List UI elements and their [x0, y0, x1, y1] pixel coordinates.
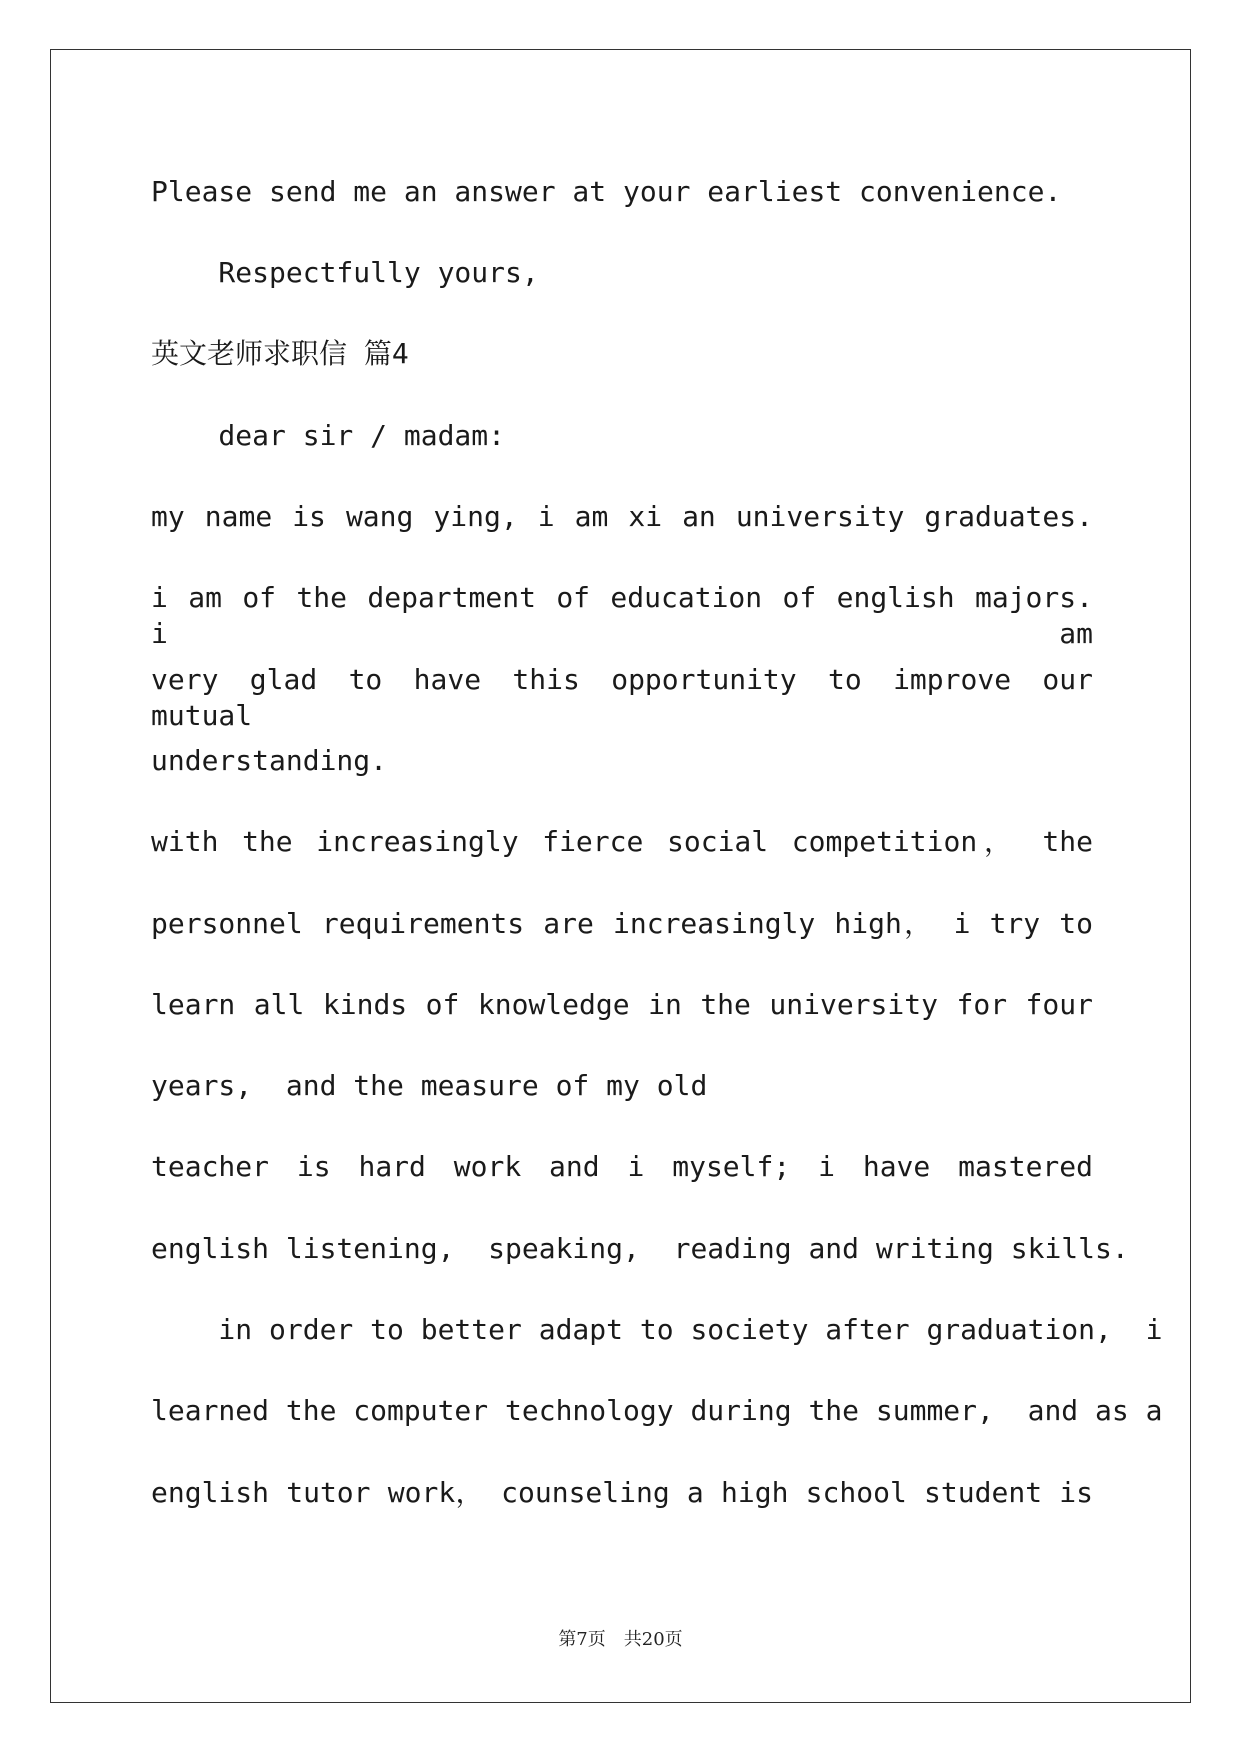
text-line: very glad to have this opportunity to improve our mutual — [151, 663, 1093, 732]
section-heading: 英文老师求职信 篇4 — [151, 337, 409, 370]
text-line: with the increasingly fierce social competition， the — [151, 825, 1093, 858]
text-line: Please send me an answer at your earliest convenience. — [151, 175, 1062, 208]
salutation: dear sir / madam: — [151, 419, 506, 452]
text-line: Respectfully yours, — [151, 256, 539, 289]
text-line: years, and the measure of my old — [151, 1069, 708, 1102]
text-line: understanding. — [151, 744, 388, 777]
text-line: learn all kinds of knowledge in the university for four — [151, 988, 1093, 1021]
text-line: in order to better adapt to society after graduation, i — [151, 1313, 1163, 1346]
page-border — [50, 49, 1191, 1703]
text-line: learned the computer technology during the summer, and as a — [151, 1394, 1163, 1427]
text-line: english tutor work， counseling a high school student is — [151, 1476, 1093, 1509]
text-line: my name is wang ying, i am xi an university graduates. — [151, 500, 1093, 533]
text-line: i am of the department of education of english majors. i am — [151, 581, 1093, 650]
text-line: personnel requirements are increasingly high， i try to — [151, 907, 1093, 940]
text-line: teacher is hard work and i myself; i have mastered — [151, 1150, 1093, 1183]
text-line: english listening, speaking, reading and writing skills. — [151, 1232, 1129, 1265]
page-number-footer: 第7页 共20页 — [558, 1629, 683, 1650]
